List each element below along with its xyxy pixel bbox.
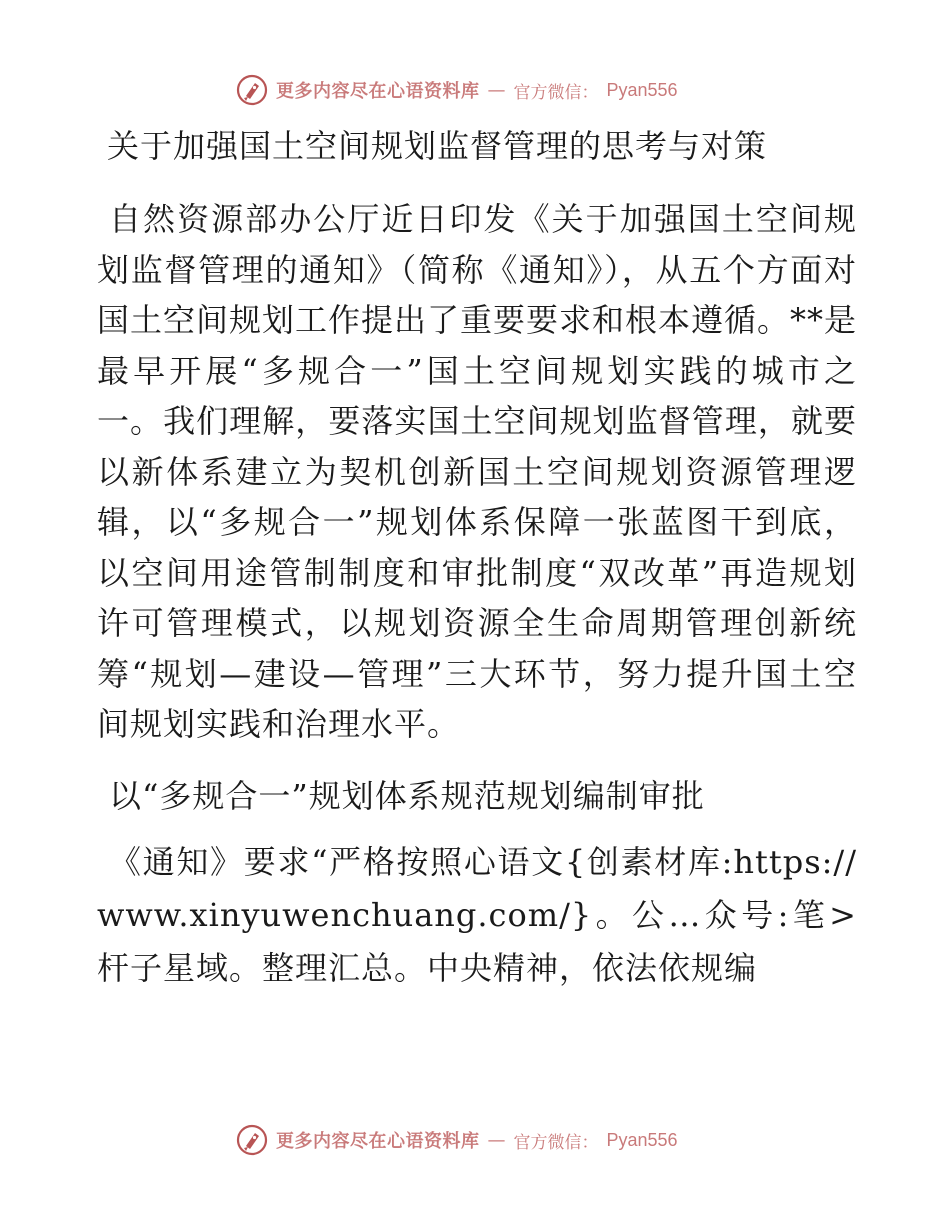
watermark-separator: — — [487, 1129, 506, 1151]
section-heading: 以“多规合一”规划体系规范规划编制审批 — [109, 776, 705, 815]
watermark-banner-top — [236, 72, 678, 108]
document-title: 关于加强国土空间规划监督管理的思考与对策 — [107, 127, 768, 165]
second-paragraph: 《通知》要求“严格按照心语文{创素材库:https://www.xinyuwenchuang.com/}。公…众号:笔>杆子星域。整理汇总。中央精神，依法依规编 — [97, 842, 857, 987]
watermark-wechat-id: Pyan556 — [606, 1129, 678, 1150]
watermark-text: 更多内容尽在心语资料库 — [276, 81, 480, 102]
pen-nib-seal-icon — [236, 1124, 268, 1156]
watermark-text: 更多内容尽在心语资料库 — [276, 1131, 480, 1152]
watermark-separator: — — [487, 79, 506, 101]
watermark-banner-bottom — [236, 1122, 678, 1158]
watermark-label: 官方微信： — [513, 1132, 599, 1153]
watermark-wechat-id: Pyan556 — [606, 79, 678, 100]
document-body — [97, 122, 857, 995]
watermark-label: 官方微信： — [513, 82, 599, 103]
intro-paragraph: 自然资源部办公厅近日印发《关于加强国土空间规划监督管理的通知》（简称《通知》），从五个方面对国土空间规划工作提出了重要要求和根本遵循。**是最早开展“多规合一”国土空间规划实践的城市之一。我们理解，要落实国土空间规划监督管理，就要以新体系建立为契机创新国土空间规划资源管理逻辑，以“多规合一”规划体系保障一张蓝图干到底，以空间用途管制制度和审批制度“双改革”再造规划许可管理模式，以规划资源全生命周期管理创新统筹“规划—建设—管理”三大环节，努力提升国土空间规划实践和治理水平。 — [97, 200, 858, 743]
pen-nib-seal-icon — [236, 74, 268, 106]
